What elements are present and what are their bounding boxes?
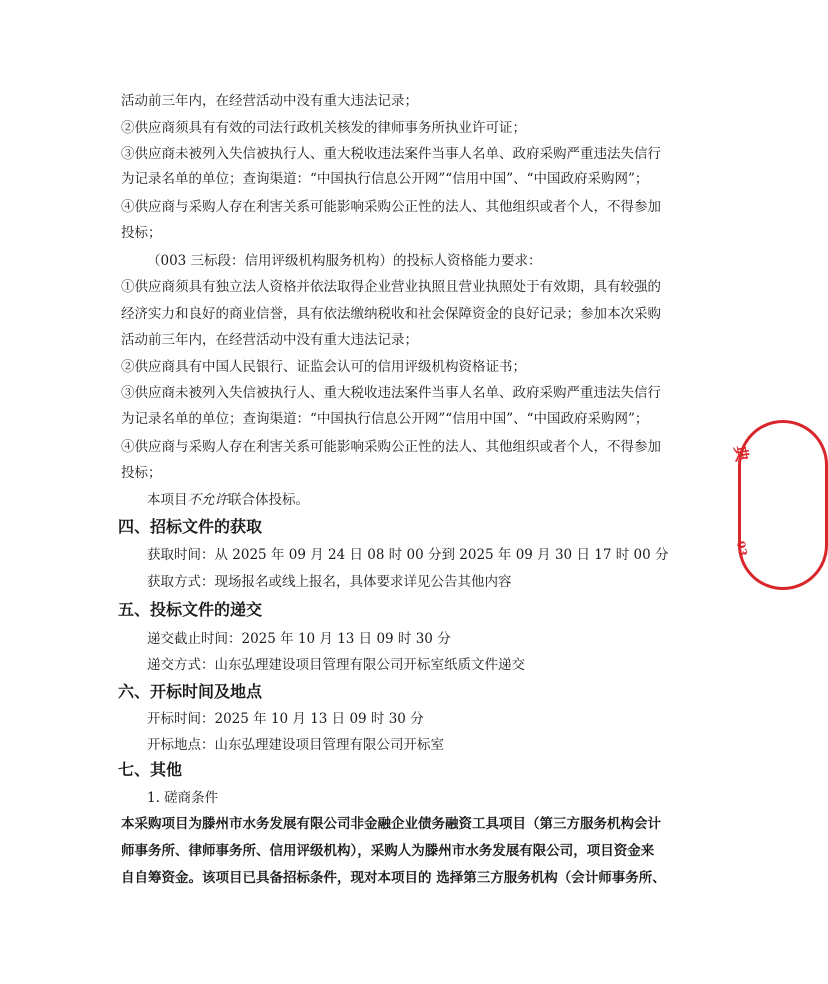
red-seal-stamp — [730, 420, 758, 590]
text-line: 投标； — [121, 465, 162, 481]
text-line: 开标地点：山东弘理建设项目管理有限公司开标室 — [147, 737, 444, 753]
consortium-note-suffix: 联合体投标。 — [228, 492, 309, 508]
text-line: 自自筹资金。该项目已具备招标条件，现对本项目的 选择第三方服务机构（会计师事务所、 — [121, 870, 666, 886]
text-line: 获取时间：从 2025 年 09 月 24 日 08 时 00 分到 2025 年 09 月 30 日 17 时 00 分 — [147, 547, 669, 563]
text-line: 递交方式：山东弘理建设项目管理有限公司开标室纸质文件递交 — [147, 657, 525, 673]
section-heading-5: 五、投标文件的递交 — [118, 600, 263, 619]
text-line: 活动前三年内，在经营活动中没有重大违法记录； — [121, 332, 418, 348]
consortium-note-emphasis: 不允许 — [187, 492, 228, 508]
text-line: ③供应商未被列入失信被执行人、重大税收违法案件当事人名单、政府采购严重违法失信行 — [121, 146, 661, 162]
text-line: ②供应商须具有有效的司法行政机关核发的律师事务所执业许可证； — [121, 120, 526, 136]
text-line: ②供应商具有中国人民银行、证监会认可的信用评级机构资格证书； — [121, 359, 526, 375]
seal-glyph: 典 — [730, 444, 752, 464]
text-line: ①供应商须具有独立法人资格并依法取得企业营业执照且营业执照处于有效期，具有较强的 — [121, 279, 661, 295]
text-line: ④供应商与采购人存在利害关系可能影响采购公正性的法人、其他组织或者个人，不得参加 — [121, 199, 661, 215]
text-line: 投标； — [121, 225, 162, 241]
text-line: 获取方式：现场报名或线上报名，具体要求详见公告其他内容 — [147, 574, 512, 590]
text-line: 为记录名单的单位；查询渠道：“中国执行信息公开网”“信用中国”、“中国政府采购网”； — [121, 171, 649, 187]
text-line: 开标时间：2025 年 10 月 13 日 09 时 30 分 — [147, 711, 424, 727]
text-line: 经济实力和良好的商业信誉，具有依法缴纳税收和社会保障资金的良好记录；参加本次采购 — [121, 306, 661, 322]
text-line: ④供应商与采购人存在利害关系可能影响采购公正性的法人、其他组织或者个人，不得参加 — [121, 439, 661, 455]
consortium-note — [147, 491, 667, 509]
section-heading-7: 七、其他 — [118, 760, 183, 779]
section-heading-4: 四、招标文件的获取 — [118, 517, 263, 536]
seal-number: 03 — [733, 539, 750, 558]
text-line: ③供应商未被列入失信被执行人、重大税收违法案件当事人名单、政府采购严重违法失信行 — [121, 385, 661, 401]
text-line: 活动前三年内，在经营活动中没有重大违法记录； — [121, 93, 418, 109]
text-line: 1. 磋商条件 — [147, 790, 219, 806]
section-subtitle: （003 三标段：信用评级机构服务机构）的投标人资格能力要求： — [147, 253, 542, 269]
section-heading-6: 六、开标时间及地点 — [118, 682, 263, 701]
text-line: 师事务所、律师事务所、信用评级机构），采购人为滕州市水务发展有限公司，项目资金来 — [121, 843, 655, 859]
text-line: 为记录名单的单位；查询渠道：“中国执行信息公开网”“信用中国”、“中国政府采购网”； — [121, 411, 649, 427]
consortium-note-prefix: 本项目 — [147, 492, 188, 508]
text-line: 递交截止时间：2025 年 10 月 13 日 09 时 30 分 — [147, 631, 451, 647]
text-line: 本采购项目为滕州市水务发展有限公司非金融企业债务融资工具项目（第三方服务机构会计 — [121, 816, 661, 832]
